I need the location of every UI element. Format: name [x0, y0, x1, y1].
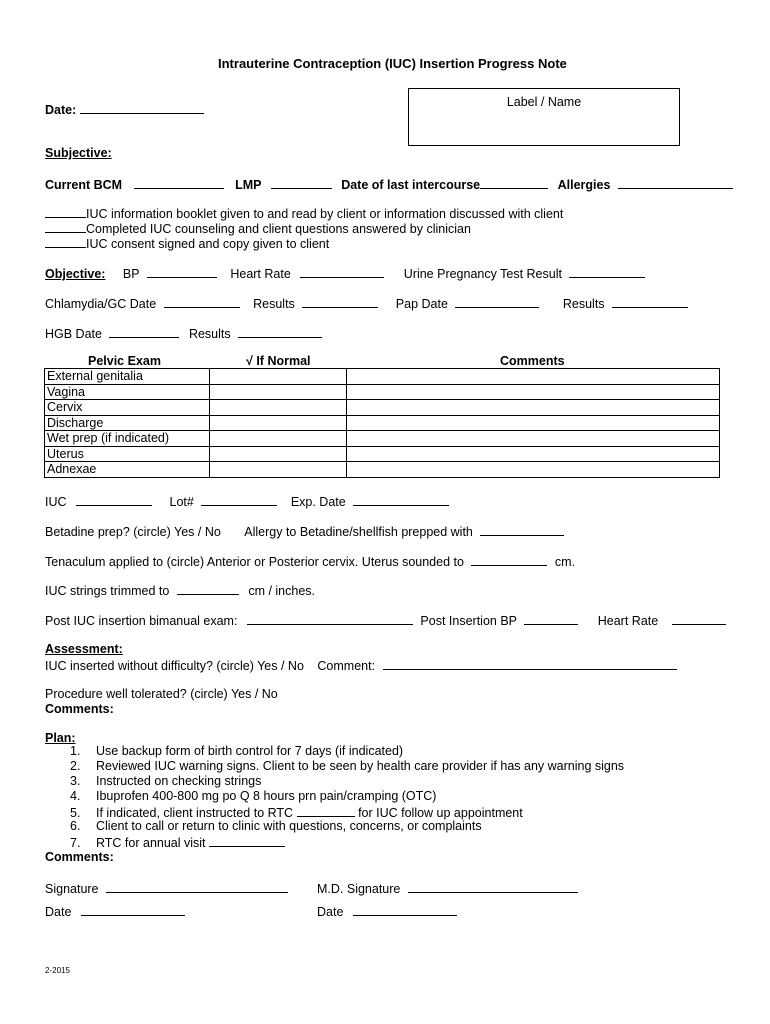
plan-text: If indicated, client instructed to RTC	[96, 806, 294, 820]
comment-cell[interactable]	[347, 400, 720, 416]
urine-test-field[interactable]	[569, 265, 645, 278]
uterus-sounded-field[interactable]	[471, 553, 547, 566]
inserted-row	[45, 657, 677, 673]
strings-row	[45, 582, 315, 598]
chlamydia-results-label: Results	[253, 297, 295, 311]
pelvic-exam-table	[44, 368, 720, 478]
date-row-right	[317, 903, 457, 919]
date-field[interactable]	[80, 101, 204, 114]
current-bcm-field[interactable]	[134, 176, 224, 189]
normal-cell[interactable]	[210, 446, 347, 462]
hgb-date-field[interactable]	[109, 325, 179, 338]
strings-label: IUC strings trimmed to	[45, 584, 170, 598]
pap-results-field[interactable]	[612, 295, 688, 308]
comment-cell[interactable]	[347, 431, 720, 447]
signature-date-field[interactable]	[81, 903, 185, 916]
list-item	[70, 744, 624, 759]
if-normal-header: √ If Normal	[246, 354, 311, 368]
check-text-2: Completed IUC counseling and client questions answered by clinician	[86, 222, 471, 236]
md-date-label: Date	[317, 905, 344, 919]
exam-item: Discharge	[45, 415, 210, 431]
table-row	[45, 462, 720, 478]
exp-date-field[interactable]	[353, 493, 449, 506]
plan-num: 6.	[70, 819, 81, 833]
label-name-text: Label / Name	[506, 95, 582, 109]
betadine-row	[45, 523, 564, 539]
pap-date-field[interactable]	[455, 295, 539, 308]
heart-rate-field[interactable]	[300, 265, 384, 278]
check-field-3[interactable]	[45, 235, 86, 248]
lmp-label: LMP	[235, 178, 262, 192]
subjective-check-2	[45, 220, 471, 236]
subjective-row	[45, 176, 733, 192]
comment-cell[interactable]	[347, 415, 720, 431]
betadine-allergy-label: Allergy to Betadine/shellfish prepped with	[244, 525, 473, 539]
signature-row	[45, 880, 288, 896]
plan-num: 5.	[70, 806, 81, 820]
comment-cell[interactable]	[347, 462, 720, 478]
inserted-label: IUC inserted without difficulty? (circle) Yes / No	[45, 659, 304, 673]
list-item	[70, 834, 624, 849]
exam-item: Vagina	[45, 384, 210, 400]
chlamydia-date-field[interactable]	[164, 295, 240, 308]
subjective-check-3	[45, 235, 329, 251]
list-item	[70, 774, 624, 789]
last-intercourse-field[interactable]	[480, 176, 548, 189]
comment-cell[interactable]	[347, 384, 720, 400]
plan-num: 1.	[70, 744, 81, 758]
list-item	[70, 789, 624, 804]
check-field-1[interactable]	[45, 205, 86, 218]
plan-text: RTC for annual visit	[96, 836, 206, 850]
chlamydia-label: Chlamydia/GC Date	[45, 297, 157, 311]
date-label: Date:	[45, 103, 77, 117]
table-row	[45, 431, 720, 447]
hgb-date-label: HGB Date	[45, 327, 102, 341]
post-bp-field[interactable]	[524, 612, 578, 625]
exp-date-label: Exp. Date	[290, 495, 346, 509]
check-field-2[interactable]	[45, 220, 86, 233]
subjective-heading: Subjective:	[45, 146, 112, 160]
plan-comments-label: Comments:	[45, 850, 114, 864]
post-heart-rate-field[interactable]	[672, 612, 726, 625]
form-title: Intrauterine Contraception (IUC) Insertion Progress Note	[218, 56, 567, 71]
plan-num: 7.	[70, 836, 81, 850]
assessment-heading: Assessment:	[45, 642, 123, 656]
comment-cell[interactable]	[347, 446, 720, 462]
plan-text: Instructed on checking strings	[96, 774, 262, 788]
tenaculum-label: Tenaculum applied to (circle) Anterior or Posterior cervix. Uterus sounded to	[45, 555, 464, 569]
plan-num: 4.	[70, 789, 81, 803]
signature-label: Signature	[45, 882, 99, 896]
list-item	[70, 759, 624, 774]
exam-item: Uterus	[45, 446, 210, 462]
lmp-field[interactable]	[271, 176, 332, 189]
exam-item: Wet prep (if indicated)	[45, 431, 210, 447]
comment-field[interactable]	[383, 657, 677, 670]
normal-cell[interactable]	[210, 384, 347, 400]
lot-label: Lot#	[169, 495, 194, 509]
check-text-1: IUC information booklet given to and read by client or information discussed with client	[86, 207, 564, 221]
allergies-label: Allergies	[557, 178, 611, 192]
exam-item: Cervix	[45, 400, 210, 416]
date-row-left	[45, 903, 185, 919]
urine-test-label: Urine Pregnancy Test Result	[403, 267, 562, 281]
heart-rate-label: Heart Rate	[230, 267, 291, 281]
tolerated-label: Procedure well tolerated? (circle) Yes / No	[45, 687, 278, 701]
tenaculum-cm-label: cm.	[554, 555, 576, 569]
check-text-3: IUC consent signed and copy given to client	[86, 237, 330, 251]
normal-cell[interactable]	[210, 462, 347, 478]
pap-results-label: Results	[562, 297, 605, 311]
label-name-box[interactable]	[408, 88, 680, 146]
comment-cell[interactable]	[347, 369, 720, 385]
hgb-results-field[interactable]	[238, 325, 322, 338]
betadine-label: Betadine prep? (circle) Yes / No	[45, 525, 221, 539]
md-date-field[interactable]	[353, 903, 457, 916]
plan-text: Ibuprofen 400-800 mg po Q 8 hours prn pain/cramping (OTC)	[96, 789, 437, 803]
normal-cell[interactable]	[210, 369, 347, 385]
plan-num: 3.	[70, 774, 81, 788]
subjective-check-1	[45, 205, 563, 221]
tenaculum-row	[45, 553, 575, 569]
hgb-results-label: Results	[188, 327, 231, 341]
table-row	[45, 384, 720, 400]
current-bcm-label: Current BCM	[45, 178, 123, 192]
list-item	[70, 819, 624, 834]
signature-date-label: Date	[45, 905, 72, 919]
plan-text-tail: for IUC follow up appointment	[358, 806, 523, 820]
table-row	[45, 446, 720, 462]
md-signature-row	[317, 880, 578, 896]
plan-text: Reviewed IUC warning signs. Client to be seen by health care provider if has any warning signs	[96, 759, 625, 773]
bp-label: BP	[122, 267, 140, 281]
post-heart-rate-label: Heart Rate	[597, 614, 659, 628]
plan-text: Use backup form of birth control for 7 days (if indicated)	[96, 744, 404, 758]
plan-list	[70, 744, 624, 849]
chlamydia-results-field[interactable]	[302, 295, 378, 308]
normal-cell[interactable]	[210, 431, 347, 447]
plan-text: Client to call or return to clinic with questions, concerns, or complaints	[96, 819, 482, 833]
list-item	[70, 804, 624, 819]
exam-item: External genitalia	[45, 369, 210, 385]
table-row	[45, 369, 720, 385]
rtc-followup-field[interactable]	[297, 804, 355, 817]
normal-cell[interactable]	[210, 400, 347, 416]
betadine-allergy-field[interactable]	[480, 523, 564, 536]
iuc-field[interactable]	[76, 493, 152, 506]
iuc-label: IUC	[45, 495, 67, 509]
signature-field[interactable]	[106, 880, 288, 893]
assessment-comments-label: Comments:	[45, 702, 114, 716]
iuc-row	[45, 493, 449, 509]
md-signature-field[interactable]	[408, 880, 578, 893]
plan-num: 2.	[70, 759, 81, 773]
table-row	[45, 415, 720, 431]
form-version: 2-2015	[45, 966, 70, 975]
date-row	[45, 101, 204, 117]
strings-field[interactable]	[177, 582, 239, 595]
post-bp-label: Post Insertion BP	[420, 614, 517, 628]
exam-item: Adnexae	[45, 462, 210, 478]
pelvic-exam-header: Pelvic Exam	[88, 354, 161, 368]
bp-field[interactable]	[147, 265, 217, 278]
bimanual-row	[45, 612, 726, 628]
normal-cell[interactable]	[210, 415, 347, 431]
strings-unit-label: cm / inches.	[248, 584, 315, 598]
comment-label: Comment:	[317, 659, 376, 673]
lot-field[interactable]	[201, 493, 277, 506]
last-intercourse-label: Date of last intercourse	[341, 178, 481, 192]
bimanual-field[interactable]	[247, 612, 413, 625]
annual-visit-field[interactable]	[209, 834, 285, 847]
comments-header: Comments	[500, 354, 565, 368]
objective-heading: Objective:	[45, 267, 106, 281]
plan-heading: Plan:	[45, 731, 76, 745]
md-signature-label: M.D. Signature	[317, 882, 401, 896]
objective-row-2	[45, 295, 688, 311]
objective-row-3	[45, 325, 322, 341]
objective-row-1	[45, 265, 645, 281]
bimanual-label: Post IUC insertion bimanual exam:	[45, 614, 238, 628]
allergies-field[interactable]	[618, 176, 733, 189]
pap-date-label: Pap Date	[395, 297, 448, 311]
table-row	[45, 400, 720, 416]
